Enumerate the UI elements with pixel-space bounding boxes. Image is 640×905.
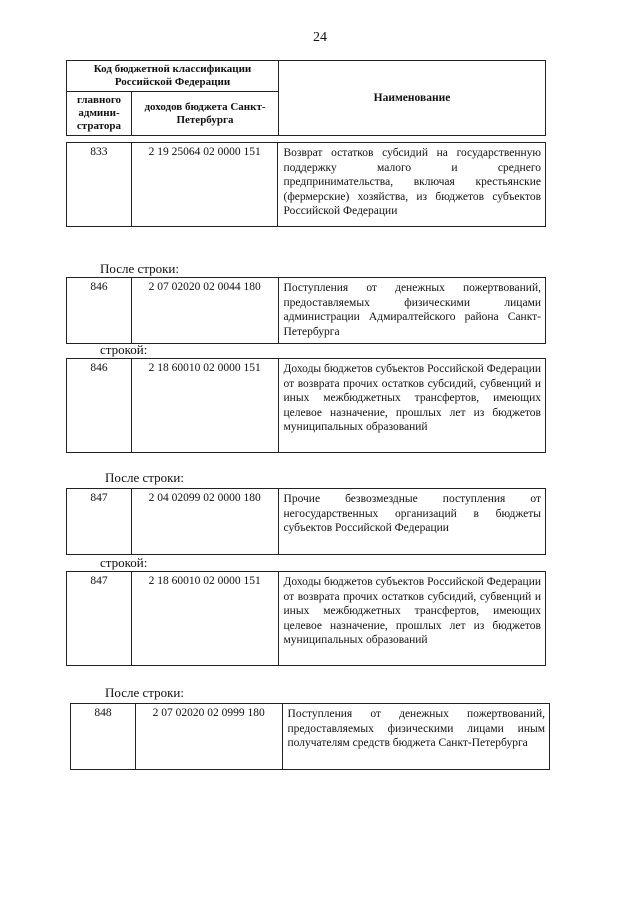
header-admin-column: главного админи-стратора [67,92,132,136]
admin-code-cell: 846 [67,278,132,344]
income-name-cell: Прочие безвозмездные поступления от негосударственных организаций в бюджеты субъектов Российской Федерации [278,489,545,555]
income-name-cell: Доходы бюджетов субъектов Российской Федерации от возврата прочих остатков субсидий, субвенций и иных межбюджетных трансфертов, имеющих целевое назначение, прошлых лет из бюджетов муниципальных образований [278,359,545,453]
income-name-cell: Поступления от денежных пожертвований, предоставляемых физическими лицами иным получателям средств бюджета Санкт-Петербурга [282,704,549,770]
header-group-label: Код бюджетной классификации Российской Федерации [67,61,279,92]
table-row [66,142,546,227]
page-number: 24 [313,30,327,45]
income-code-cell: 2 07 02020 02 0999 180 [135,704,282,770]
table-row [66,571,546,666]
income-name-cell: Доходы бюджетов субъектов Российской Федерации от возврата прочих остатков субсидий, субвенций и иных межбюджетных трансфертов, имеющих целевое назначение, прошлых лет из бюджетов муниципальных образований [278,572,545,666]
income-code-cell: 2 18 60010 02 0000 151 [131,359,278,453]
table-row [66,358,546,453]
table-row [66,488,546,555]
table-row [66,277,546,344]
header-income-column: доходов бюджета Санкт-Петербурга [132,92,279,136]
income-code-cell: 2 04 02099 02 0000 180 [131,489,278,555]
admin-code-cell: 847 [67,489,132,555]
section-label: После строки: [105,470,184,485]
admin-code-cell: 848 [71,704,136,770]
section-label: строкой: [100,555,148,570]
income-code-cell: 2 19 25064 02 0000 151 [131,143,278,227]
header-name-column: Наименование [279,61,546,136]
income-name-cell: Возврат остатков субсидий на государственную поддержку малого и среднего предпринимательства, включая крестьянские (фермерские) хозяйства, из бюджетов субъектов Российской Федерации [278,143,546,227]
income-code-cell: 2 18 60010 02 0000 151 [131,572,278,666]
admin-code-cell: 833 [67,143,132,227]
admin-code-cell: 847 [67,572,132,666]
income-code-cell: 2 07 02020 02 0044 180 [131,278,278,344]
section-label: После строки: [105,685,184,700]
section-label: После строки: [100,261,179,276]
table-row [70,703,550,770]
admin-code-cell: 846 [67,359,132,453]
classification-header-table [66,60,546,136]
income-name-cell: Поступления от денежных пожертвований, предоставляемых физическими лицами администрации Адмиралтейского района Санкт-Петербурга [278,278,545,344]
section-label: строкой: [100,342,148,357]
